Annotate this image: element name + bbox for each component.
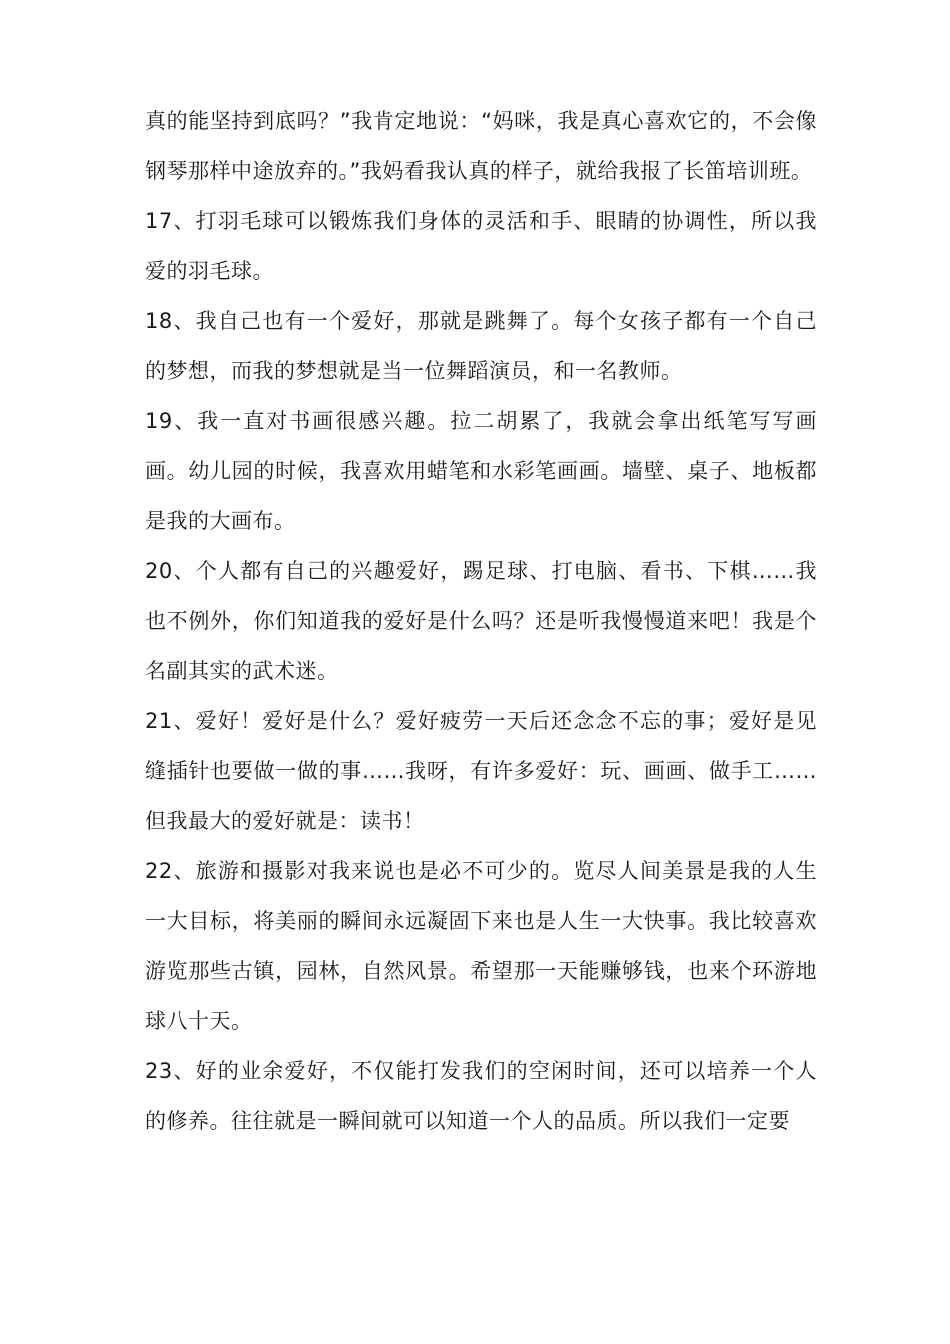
document-body <box>145 96 817 1146</box>
paragraph-22: 22、旅游和摄影对我来说也是必不可少的。览尽人间美景是我的人生一大目标，将美丽的瞬间永远凝固下来也是人生一大快事。我比较喜欢游览那些古镇，园林，自然风景。希望那一天能赚够钱，也来个环游地球八十天。 <box>145 859 817 1033</box>
paragraph-18: 18、我自己也有一个爱好，那就是跳舞了。每个女孩子都有一个自己的梦想，而我的梦想就是当一位舞蹈演员，和一名教师。 <box>145 309 817 383</box>
paragraph-17: 17、打羽毛球可以锻炼我们身体的灵活和手、眼睛的协调性，所以我爱的羽毛球。 <box>145 209 817 283</box>
paragraph-23: 23、好的业余爱好，不仅能打发我们的空闲时间，还可以培养一个人的修养。往往就是一瞬间就可以知道一个人的品质。所以我们一定要 <box>145 1059 817 1133</box>
paragraph-20: 20、个人都有自己的兴趣爱好，踢足球、打电脑、看书、下棋……我也不例外，你们知道我的爱好是什么吗？还是听我慢慢道来吧！我是个名副其实的武术迷。 <box>145 559 817 683</box>
paragraph-continuation: 真的能坚持到底吗？”我肯定地说：“妈咪，我是真心喜欢它的，不会像钢琴那样中途放弃的。”我妈看我认真的样子，就给我报了长笛培训班。 <box>145 109 817 183</box>
paragraph-19: 19、我一直对书画很感兴趣。拉二胡累了，我就会拿出纸笔写写画画。幼儿园的时候，我喜欢用蜡笔和水彩笔画画。墙壁、桌子、地板都是我的大画布。 <box>145 409 817 533</box>
paragraph-21: 21、爱好！爱好是什么？爱好疲劳一天后还念念不忘的事；爱好是见缝插针也要做一做的事……我呀，有许多爱好：玩、画画、做手工……但我最大的爱好就是：读书！ <box>145 709 817 833</box>
